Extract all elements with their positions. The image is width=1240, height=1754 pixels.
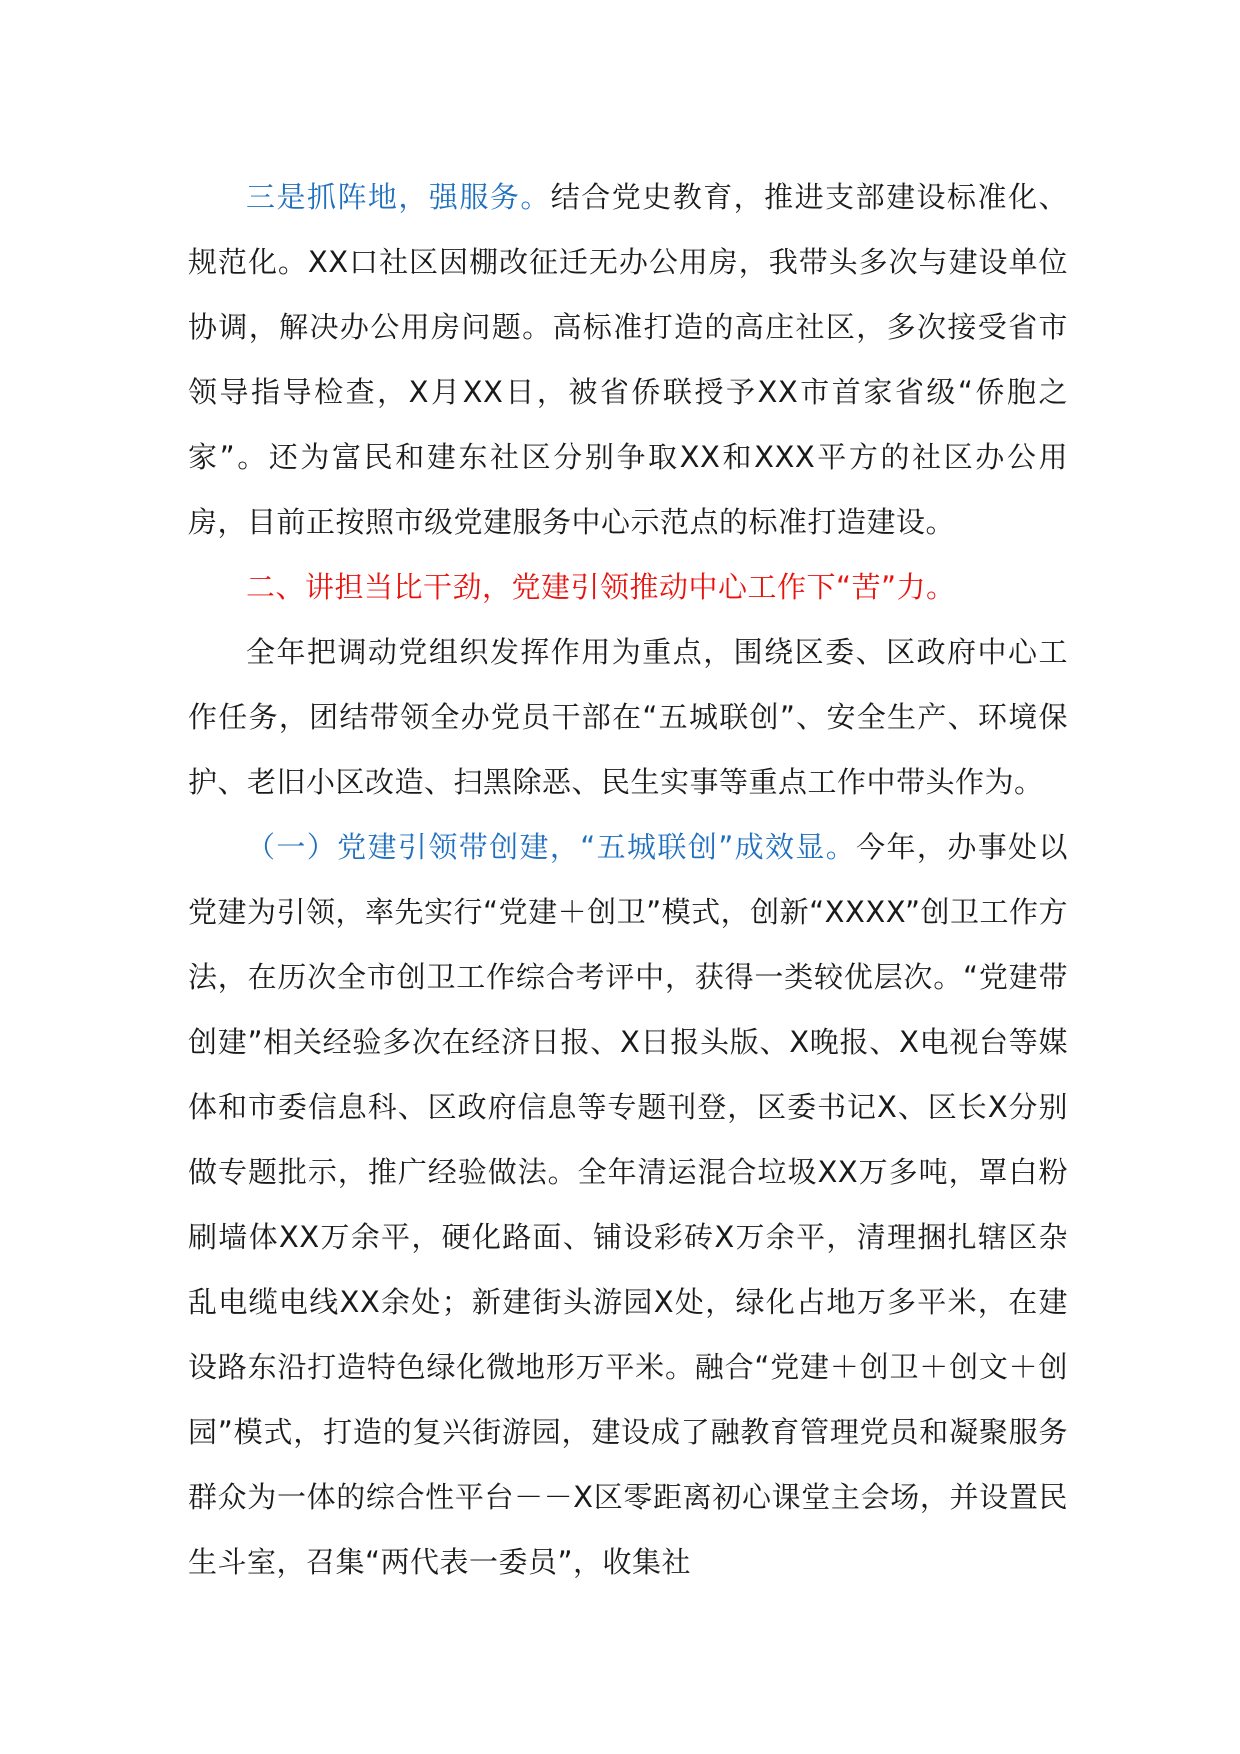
paragraph-lead: 三是抓阵地，强服务。 [246, 180, 551, 214]
paragraph-body: 全年把调动党组织发挥作用为重点，围绕区委、区政府中心工作任务，团结带领全办党员干部在“五城联创”、安全生产、环境保护、老旧小区改造、扫黑除恶、民生实事等重点工作中带头作为。 [188, 635, 1068, 799]
paragraph-body: 结合党史教育，推进支部建设标准化、规范化。XX口社区因棚改征迁无办公用房，我带头多次与建设单位协调，解决办公用房问题。高标准打造的高庄社区，多次接受省市领导指导检查，X月XX日，被省侨联授予XX市首家省级“侨胞之家”。还为富民和建东社区分别争取XX和XXX平方的社区办公用房，目前正按照市级党建服务中心示范点的标准打造建设。 [188, 180, 1068, 539]
section-heading: 二、讲担当比干劲，党建引领推动中心工作下“苦”力。 [246, 570, 956, 604]
paragraph-body: 今年，办事处以党建为引领，率先实行“党建＋创卫”模式，创新“XXXX”创卫工作方法，在历次全市创卫工作综合考评中，获得一类较优层次。“党建带创建”相关经验多次在经济日报、X日报头版、X晚报、X电视台等媒体和市委信息科、区政府信息等专题刊登，区委书记X、区长X分别做专题批示，推广经验做法。全年清运混合垃圾XX万多吨，罩白粉刷墙体XX万余平，硬化路面、铺设彩砖X万余平，清理捆扎辖区杂乱电缆电线XX余处；新建街头游园X处，绿化占地万多平米，在建设路东沿打造特色绿化微地形万平米。融合“党建＋创卫＋创文＋创园”模式，打造的复兴街游园，建设成了融教育管理党员和凝聚服务群众为一体的综合性平台－－X区零距离初心课堂主会场，并设置民生斗室，召集“两代表一委员”，收集社 [188, 830, 1068, 1579]
document-page [188, 165, 1068, 1595]
paragraph-party-building-creation [188, 815, 1068, 1595]
paragraph-overview [188, 620, 1068, 815]
paragraph-lead: （一）党建引领带创建，“五城联创”成效显。 [246, 830, 857, 864]
paragraph-position-service [188, 165, 1068, 555]
